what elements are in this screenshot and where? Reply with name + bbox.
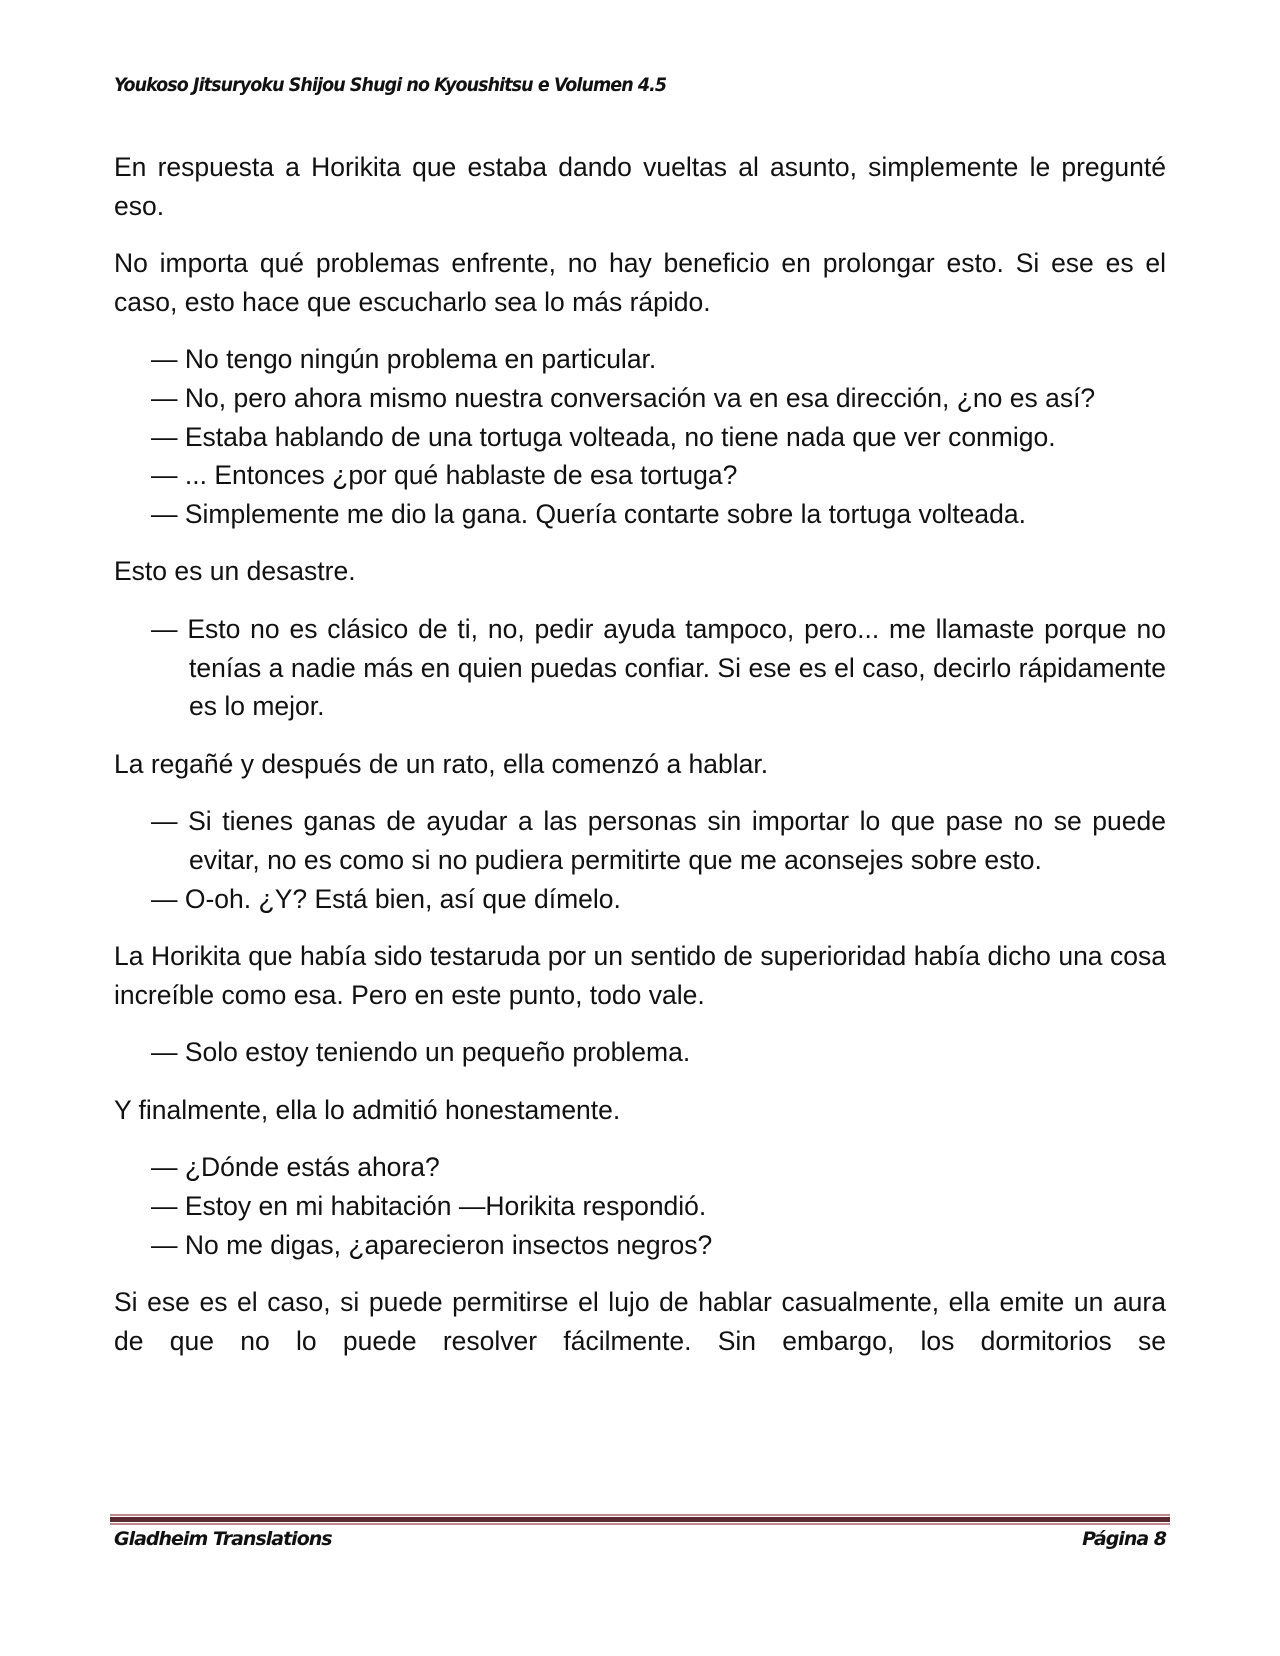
dialogue-line: — Estaba hablando de una tortuga volteada, no tiene nada que ver conmigo. (151, 421, 1056, 452)
running-header: Youkoso Jitsuryoku Shijou Shugi no Kyoushitsu e Volumen 4.5 (114, 74, 667, 96)
page-body (114, 148, 1166, 1379)
dialogue-line: — No, pero ahora mismo nuestra conversación va en esa dirección, ¿no es así? (151, 382, 1096, 413)
dialogue-line: — Si tienes ganas de ayudar a las personas sin importar lo que pase no se puede evitar, no es como si no pudiera permitirte que me aconsejes sobre esto. (151, 806, 1166, 875)
dialogue-block (114, 1033, 1166, 1072)
dialogue-line: — No tengo ningún problema en particular. (151, 344, 657, 375)
footer-rule (110, 1517, 1170, 1522)
paragraph: Si ese es el caso, si puede permitirse el lujo de hablar casualmente, ella emite un aura de que no lo puede resolver fácilmente. Sin embargo, los dormitorios se (114, 1287, 1166, 1356)
running-footer (114, 1528, 1166, 1550)
dialogue-block (114, 1148, 1166, 1264)
dialogue-line: — Esto no es clásico de ti, no, pedir ayuda tampoco, pero... me llamaste porque no tenías a nadie más en quien puedas confiar. Si ese es el caso, decirlo rápidamente es lo mejor. (151, 613, 1166, 722)
dialogue-block (114, 340, 1166, 533)
footer-rule (110, 1514, 1170, 1516)
dialogue-block (114, 802, 1166, 918)
footer-rule (110, 1523, 1170, 1525)
footer-credit: Gladheim Translations (114, 1528, 332, 1550)
dialogue-line: — Simplemente me dio la gana. Quería contarte sobre la tortuga volteada. (151, 498, 1026, 529)
paragraph: Esto es un desastre. (114, 556, 356, 587)
paragraph: La regañé y después de un rato, ella comenzó a hablar. (114, 748, 769, 779)
dialogue-line: — Solo estoy teniendo un pequeño problema. (151, 1037, 691, 1068)
dialogue-line: — No me digas, ¿aparecieron insectos negros? (151, 1229, 713, 1260)
paragraph: En respuesta a Horikita que estaba dando vueltas al asunto, simplemente le pregunté eso. (114, 152, 1166, 221)
dialogue-line: — ... Entonces ¿por qué hablaste de esa tortuga? (151, 460, 738, 491)
dialogue-line: — Estoy en mi habitación —Horikita respondió. (151, 1191, 707, 1222)
dialogue-line: — ¿Dónde estás ahora? (151, 1152, 440, 1183)
paragraph: No importa qué problemas enfrente, no hay beneficio en prolongar esto. Si ese es el caso, esto hace que escucharlo sea lo más rápido. (114, 248, 1166, 317)
page-number: Página 8 (1082, 1528, 1166, 1550)
paragraph: La Horikita que había sido testaruda por un sentido de superioridad había dicho una cosa increíble como esa. Pero en este punto, todo vale. (114, 941, 1166, 1010)
paragraph: Y finalmente, ella lo admitió honestamente. (114, 1094, 621, 1125)
dialogue-line: — O-oh. ¿Y? Está bien, así que dímelo. (151, 883, 621, 914)
dialogue-block (114, 610, 1166, 726)
